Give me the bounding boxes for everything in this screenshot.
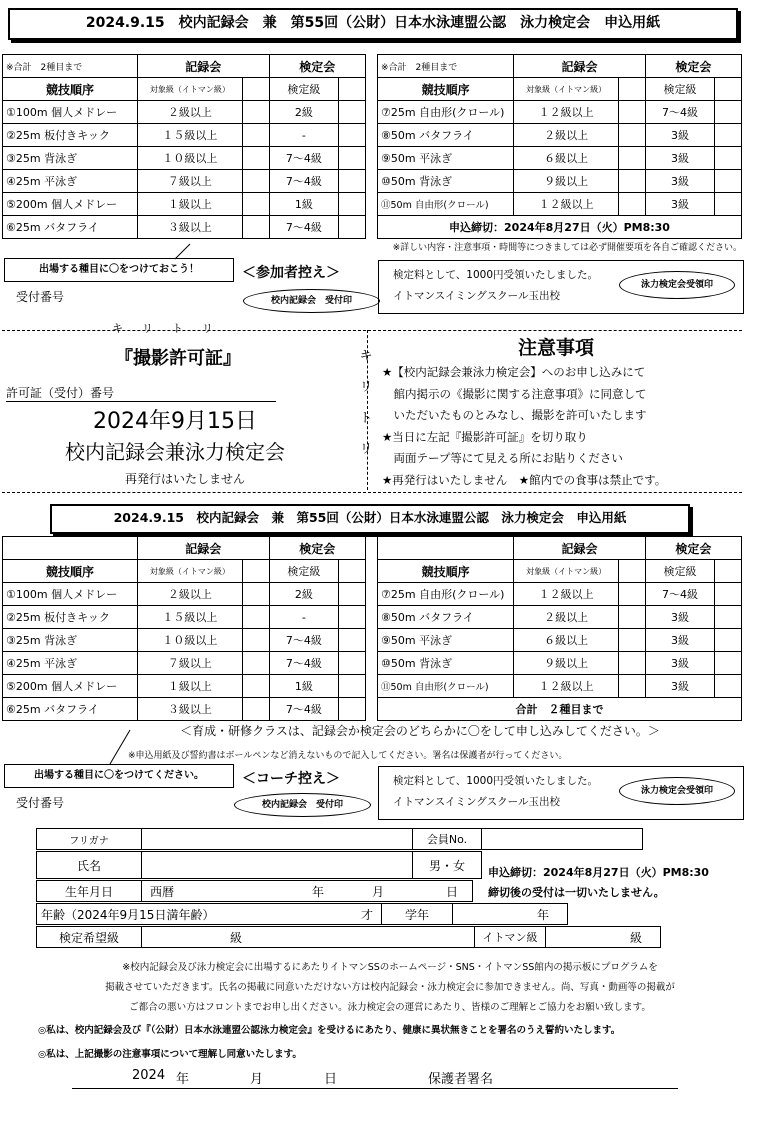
fee-box	[378, 260, 744, 314]
table-row	[3, 698, 366, 721]
reception-stamp: 校内記録会 受付印	[234, 793, 371, 817]
blank-cell	[378, 537, 514, 560]
cut-line-bottom	[2, 492, 742, 493]
mark-cell[interactable]	[242, 606, 269, 629]
target-level: １０級以上	[137, 147, 242, 170]
callout-pointer	[80, 728, 140, 768]
target-level: ３級以上	[137, 698, 242, 721]
col-kenteikai: 検定会	[645, 55, 741, 78]
event-name: ②25m 板付きキック	[3, 606, 138, 629]
page-title: 2024.9.15 校内記録会 兼 第55回（公財）日本水泳連盟公認 泳力検定会 申込用紙	[8, 8, 738, 40]
grade: 3級	[645, 170, 715, 193]
year-unit: 年	[312, 885, 325, 899]
mark-cell[interactable]	[242, 147, 269, 170]
gender-select[interactable]: 男・女	[413, 852, 482, 879]
mark-cell[interactable]	[619, 675, 646, 698]
itoman-grade-label: イトマン級	[475, 927, 546, 948]
mark-cell[interactable]	[715, 78, 742, 101]
mark-cell[interactable]	[715, 193, 742, 216]
cut-char: リ	[359, 442, 373, 457]
target-level: １２級以上	[514, 193, 619, 216]
course-note: ＜育成・研修クラスは、記録会か検定会のどちらかに〇をして申し込みしてください。＞	[180, 724, 660, 738]
event-name: ⑤200m 個人メドレー	[3, 675, 138, 698]
event-name: ⑤200m 個人メドレー	[3, 193, 138, 216]
grade: 7～4級	[645, 101, 715, 124]
privacy-line: ご都合の悪い方はフロントまでお申し出ください。泳力検定会の運営にあたり、皆様のご理解とご協力をお願い致します。	[129, 1002, 651, 1013]
target-level: ３級以上	[137, 216, 242, 239]
mark-cell[interactable]	[715, 583, 742, 606]
col-target: 対象級（イトマン級）	[514, 560, 619, 583]
age-unit: 才	[360, 908, 373, 922]
event-name: ⑪50m 自由形(クロール)	[378, 675, 514, 698]
col-grade: 検定級	[269, 78, 339, 101]
oath-health: ◎私は、校内記録会及び『（公財）日本水泳連盟公認泳力検定会』を受けるにあたり、健康に異状無きことを署名のうえ誓約いたします。	[38, 1025, 621, 1036]
cut-label-top: キ リ ト リ	[112, 322, 217, 335]
event-name: ⑥25m バタフライ	[3, 698, 138, 721]
target-level: １２級以上	[514, 583, 619, 606]
col-order: 競技順序	[378, 78, 514, 101]
permit-event: 校内記録会兼泳力検定会	[65, 440, 285, 464]
grade: 2級	[269, 101, 339, 124]
notice-list	[382, 362, 666, 491]
col-kenteikai: 検定会	[269, 537, 366, 560]
target-level: ２級以上	[137, 583, 242, 606]
event-name: ⑦25m 自由形(クロール)	[378, 101, 514, 124]
col-order: 競技順序	[3, 78, 138, 101]
age-input[interactable]	[37, 904, 382, 925]
mark-cell[interactable]	[339, 698, 366, 721]
target-level: ６級以上	[514, 147, 619, 170]
mark-cell[interactable]	[339, 78, 366, 101]
fee-text: 検定料として、1000円受領いたしました。	[393, 269, 599, 281]
grade: 7～4級	[269, 629, 339, 652]
mark-cell[interactable]	[242, 652, 269, 675]
grade: 3級	[645, 147, 715, 170]
mark-cell[interactable]	[715, 560, 742, 583]
cut-char: ト	[359, 411, 373, 426]
name-input[interactable]	[142, 852, 413, 879]
mark-cell[interactable]	[619, 629, 646, 652]
top-left-event-table	[2, 54, 366, 239]
table-row	[3, 652, 366, 675]
fee-stamp: 泳力検定会受領印	[619, 271, 735, 299]
mark-cell[interactable]	[242, 629, 269, 652]
no-late-note: 締切後の受付は一切いたしません。	[488, 886, 665, 899]
notice-line: 両面テープ等にて見える所にお貼りください	[382, 451, 623, 465]
notice-line: 館内掲示の《撮影に関する注意事項》に同意して	[382, 386, 647, 401]
col-kirokukai: 記録会	[514, 537, 645, 560]
target-level: ２級以上	[514, 124, 619, 147]
event-name: ④25m 平泳ぎ	[3, 652, 138, 675]
era-label: 西暦	[150, 885, 175, 899]
wish-grade-label: 検定希望級	[37, 927, 142, 948]
permit-number-label: 許可証（受付）番号	[6, 384, 276, 402]
table-row	[3, 193, 366, 216]
col-kenteikai: 検定会	[645, 537, 741, 560]
table-row	[378, 101, 742, 124]
table-row	[3, 606, 366, 629]
table-row	[378, 629, 742, 652]
sign-year-unit: 年	[176, 1072, 190, 1087]
table-row	[378, 147, 742, 170]
mark-cell[interactable]	[242, 101, 269, 124]
mark-cell[interactable]	[619, 606, 646, 629]
target-level: ７級以上	[137, 652, 242, 675]
bottom-left-event-table	[2, 536, 366, 721]
mark-cell[interactable]	[715, 170, 742, 193]
guardian-signature-label: 保護者署名	[428, 1072, 494, 1087]
table-row	[3, 629, 366, 652]
applicant-form-grade	[36, 926, 661, 948]
mark-callout: 出場する種目に〇をつけておこう！	[4, 258, 234, 282]
mark-cell[interactable]	[619, 101, 646, 124]
mark-cell[interactable]	[339, 147, 366, 170]
mark-cell[interactable]	[242, 78, 269, 101]
school-year-input[interactable]: 年	[453, 904, 568, 925]
table-row	[3, 147, 366, 170]
mark-cell[interactable]	[715, 147, 742, 170]
furigana-input[interactable]	[142, 829, 413, 850]
target-level: １０級以上	[137, 629, 242, 652]
mark-cell[interactable]	[619, 78, 646, 101]
table-row	[3, 583, 366, 606]
table-row	[378, 652, 742, 675]
total-note: ※合計 2種目まで	[3, 55, 138, 78]
applicant-form-name	[36, 851, 482, 879]
name-label: 氏名	[37, 852, 142, 879]
notice-line: ★当日に左記『撮影許可証』を切り取り	[382, 429, 588, 444]
total-note: ※合計 2種目まで	[378, 55, 514, 78]
col-kirokukai: 記録会	[137, 537, 269, 560]
copy-label: ＜参加者控え＞	[242, 265, 340, 281]
oath-photo: ◎私は、上記撮影の注意事項について理解し同意いたします。	[38, 1049, 302, 1060]
event-name: ⑨50m 平泳ぎ	[378, 147, 514, 170]
target-level: １５級以上	[137, 606, 242, 629]
sign-day-unit: 日	[324, 1072, 338, 1087]
grade: 3級	[645, 606, 715, 629]
col-kirokukai: 記録会	[137, 55, 269, 78]
table-row	[3, 124, 366, 147]
event-name: ②25m 板付きキック	[3, 124, 138, 147]
copy-label: ＜コーチ控え＞	[242, 771, 340, 787]
top-right-event-table	[377, 54, 742, 239]
target-level: １２級以上	[514, 675, 619, 698]
grade: 7～4級	[269, 652, 339, 675]
applicant-form	[36, 828, 643, 850]
mark-cell[interactable]	[619, 583, 646, 606]
mark-cell[interactable]	[339, 560, 366, 583]
total-row: 合計 ２種目まで	[378, 698, 742, 721]
table-row	[3, 675, 366, 698]
mark-cell[interactable]	[715, 629, 742, 652]
grade: -	[269, 124, 339, 147]
mark-cell[interactable]	[339, 193, 366, 216]
grade: 3級	[645, 652, 715, 675]
permit-title: 『撮影許可証』	[115, 348, 241, 369]
event-name: ①100m 個人メドレー	[3, 101, 138, 124]
fee-text: 検定料として、1000円受領いたしました。	[393, 775, 599, 787]
sign-year: 2024	[132, 1068, 166, 1083]
furigana-label: フリガナ	[37, 829, 142, 850]
reception-no-label: 受付番号	[16, 796, 65, 810]
event-name: ①100m 個人メドレー	[3, 583, 138, 606]
applicant-form-age	[36, 903, 568, 925]
no-reissue-note: 再発行はいたしません	[124, 472, 245, 486]
target-level: １級以上	[137, 675, 242, 698]
target-level: ６級以上	[514, 629, 619, 652]
mark-callout: 出場する種目に〇をつけてください。	[4, 764, 234, 788]
mark-cell[interactable]	[619, 170, 646, 193]
notice-line: ★再発行はいたしません ★館内での食事は禁止です。	[382, 472, 667, 487]
mark-cell[interactable]	[242, 675, 269, 698]
mark-cell[interactable]	[242, 193, 269, 216]
col-target: 対象級（イトマン級）	[514, 78, 619, 101]
grade: 7～4級	[269, 147, 339, 170]
table-row	[378, 170, 742, 193]
notice-title: 注意事項	[518, 337, 595, 359]
school-name: イトマンスイミングスクール玉出校	[393, 290, 560, 302]
col-kenteikai: 検定会	[269, 55, 366, 78]
mark-cell[interactable]	[715, 101, 742, 124]
grade: 7～4級	[269, 170, 339, 193]
day-unit: 日	[446, 885, 459, 899]
signature-line[interactable]	[72, 1066, 678, 1089]
mark-cell[interactable]	[619, 193, 646, 216]
event-name: ⑦25m 自由形(クロール)	[378, 583, 514, 606]
target-level: ９級以上	[514, 170, 619, 193]
privacy-line: 掲載させていただきます。氏名の掲載に同意いただけない方は校内記録会・泳力検定会に参加できません。尚、写真・動画等の掲載が	[105, 982, 675, 993]
fee-stamp: 泳力検定会受領印	[619, 777, 735, 805]
grade: 1級	[269, 193, 339, 216]
cut-label-side	[358, 345, 374, 457]
mark-cell[interactable]	[715, 652, 742, 675]
mark-cell[interactable]	[242, 170, 269, 193]
birth-label: 生年月日	[37, 881, 142, 902]
blank-cell	[3, 537, 138, 560]
permit-date: 2024年9月15日	[93, 409, 257, 434]
mark-cell[interactable]	[339, 583, 366, 606]
mark-cell[interactable]	[715, 124, 742, 147]
mark-cell[interactable]	[619, 147, 646, 170]
target-level: ７級以上	[137, 170, 242, 193]
mark-cell[interactable]	[242, 583, 269, 606]
grade: -	[269, 606, 339, 629]
deadline-row: 申込締切：2024年8月27日（火）PM8:30	[378, 216, 742, 239]
mark-cell[interactable]	[242, 124, 269, 147]
event-name: ⑩50m 背泳ぎ	[378, 170, 514, 193]
mark-cell[interactable]	[339, 124, 366, 147]
school-year-label: 学年	[382, 904, 453, 925]
notice-line: いただいたものとみなし、撮影を許可いたします	[382, 408, 647, 422]
mark-cell[interactable]	[619, 124, 646, 147]
col-kirokukai: 記録会	[514, 55, 645, 78]
grade: 3級	[645, 629, 715, 652]
member-no-input[interactable]	[482, 829, 643, 850]
event-name: ④25m 平泳ぎ	[3, 170, 138, 193]
detail-note: ※詳しい内容・注意事項・時間等につきましては必ず開催要項を各自ご確認ください。	[392, 243, 742, 253]
cut-char: キ	[359, 349, 373, 364]
mark-cell[interactable]	[242, 698, 269, 721]
grade: 3級	[645, 675, 715, 698]
itoman-grade-input[interactable]: 級	[546, 927, 661, 948]
grade: 7～4級	[645, 583, 715, 606]
event-name: ⑩50m 背泳ぎ	[378, 652, 514, 675]
age-label: 年齢（2024年9月15日満年齢）	[41, 907, 215, 922]
target-level: ２級以上	[137, 101, 242, 124]
birth-input[interactable]	[142, 881, 473, 902]
event-name: ⑧50m バタフライ	[378, 124, 514, 147]
mark-cell[interactable]	[339, 675, 366, 698]
wish-grade-input[interactable]: 級	[142, 927, 475, 948]
mark-cell[interactable]	[339, 652, 366, 675]
target-level: ９級以上	[514, 652, 619, 675]
notice-line: ★【校内記録会兼泳力検定会】へのお申し込みにて	[382, 365, 646, 379]
event-name: ③25m 背泳ぎ	[3, 629, 138, 652]
pen-note: ※申込用紙及び誓約書はボールペンなど消えないもので記入してください。署名は保護者が行ってください。	[128, 751, 568, 761]
grade: 3級	[645, 193, 715, 216]
month-unit: 月	[372, 885, 385, 899]
mark-cell[interactable]	[339, 216, 366, 239]
table-row	[378, 193, 742, 216]
mark-cell[interactable]	[339, 101, 366, 124]
col-target: 対象級（イトマン級）	[137, 560, 242, 583]
reception-stamp: 校内記録会 受付印	[243, 289, 380, 313]
school-name: イトマンスイミングスクール玉出校	[393, 796, 560, 808]
table-row	[378, 675, 742, 698]
table-row	[3, 101, 366, 124]
col-grade: 検定級	[269, 560, 339, 583]
mark-cell[interactable]	[715, 675, 742, 698]
event-name: ⑨50m 平泳ぎ	[378, 629, 514, 652]
target-level: ２級以上	[514, 606, 619, 629]
table-row	[3, 170, 366, 193]
table-row	[378, 606, 742, 629]
col-grade: 検定級	[645, 78, 715, 101]
target-level: １２級以上	[514, 101, 619, 124]
event-name: ⑧50m バタフライ	[378, 606, 514, 629]
cut-char: リ	[359, 380, 373, 395]
grade: 2級	[269, 583, 339, 606]
event-name: ⑥25m バタフライ	[3, 216, 138, 239]
member-no-label: 会員No.	[413, 829, 482, 850]
privacy-notice	[20, 958, 760, 1018]
bottom-title: 2024.9.15 校内記録会 兼 第55回（公財）日本水泳連盟公認 泳力検定会 申込用紙	[50, 504, 690, 534]
grade: 7～4級	[269, 216, 339, 239]
grade: 1級	[269, 675, 339, 698]
mark-cell[interactable]	[715, 606, 742, 629]
grade: 7～4級	[269, 698, 339, 721]
bottom-right-event-table	[377, 536, 742, 721]
event-name: ⑪50m 自由形(クロール)	[378, 193, 514, 216]
target-level: １５級以上	[137, 124, 242, 147]
privacy-line: ※校内記録会及び泳力検定会に出場するにあたりイトマンSSのホームページ・SNS・イトマンSS館内の掲示板にプログラムを	[122, 962, 658, 973]
event-name: ③25m 背泳ぎ	[3, 147, 138, 170]
fee-box	[378, 766, 744, 820]
col-order: 競技順序	[378, 560, 514, 583]
target-level: １級以上	[137, 193, 242, 216]
col-target: 対象級（イトマン級）	[137, 78, 242, 101]
mark-cell[interactable]	[339, 170, 366, 193]
col-grade: 検定級	[645, 560, 715, 583]
table-row	[3, 216, 366, 239]
mark-cell[interactable]	[619, 560, 646, 583]
grade: 3級	[645, 124, 715, 147]
form-deadline: 申込締切：2024年8月27日（火）PM8:30	[488, 866, 709, 879]
sign-month-unit: 月	[250, 1072, 264, 1087]
reception-no-label: 受付番号	[16, 290, 65, 304]
table-row	[378, 124, 742, 147]
table-row	[378, 583, 742, 606]
mark-cell[interactable]	[339, 629, 366, 652]
applicant-form-birth	[36, 880, 473, 902]
mark-cell[interactable]	[242, 560, 269, 583]
mark-cell[interactable]	[242, 216, 269, 239]
mark-cell[interactable]	[619, 652, 646, 675]
mark-cell[interactable]	[339, 606, 366, 629]
col-order: 競技順序	[3, 560, 138, 583]
